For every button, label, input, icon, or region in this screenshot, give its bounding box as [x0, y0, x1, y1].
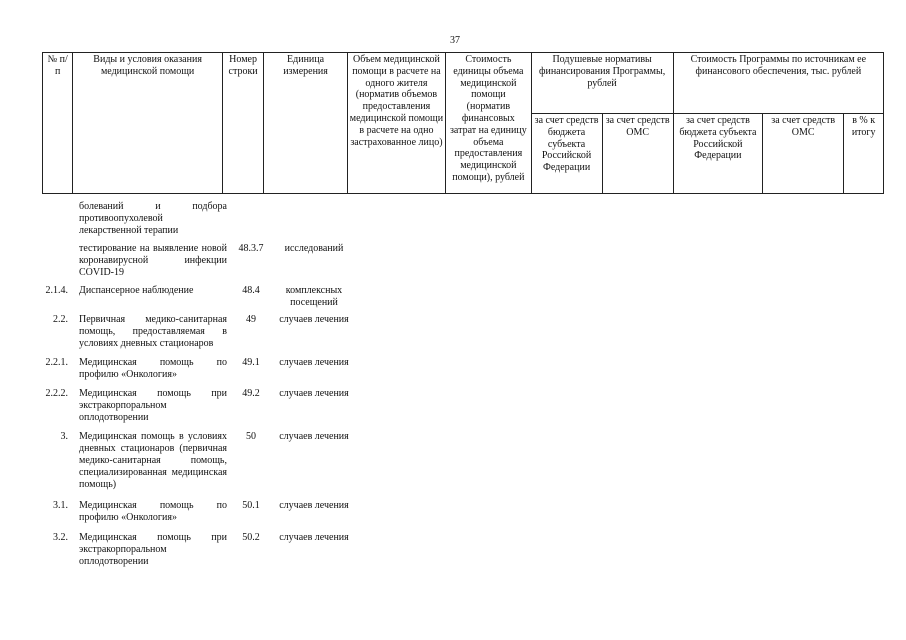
header-prog-budget: за счет средств бюджета субъекта Российской Федерации [673, 114, 762, 194]
header-percap-budget: за счет средств бюджета субъекта Российской Федерации [531, 114, 602, 194]
header-program: Стоимость Программы по источникам ее финансового обеспечения, тыс. рублей [673, 53, 883, 114]
page-number: 37 [450, 35, 460, 46]
header-cost: Стоимость единицы объема медицинской помощи (норматив финансовых затрат на единицу объема предоставления медицинской помощи), рублей [446, 53, 531, 194]
header-percap: Подушевые нормативы финансирования Программы, рублей [531, 53, 673, 114]
header-volume: Объем медицинской помощи в расчете на одного жителя (норматив объемов предоставления медицинской помощи в расчете на одно застрахованное лицо) [347, 53, 446, 194]
header-percap-oms: за счет средств ОМС [602, 114, 673, 194]
header-unit: Единица измерения [264, 53, 347, 194]
header-line: Номер строки [222, 53, 264, 194]
header-kind: Виды и условия оказания медицинской помощи [73, 53, 222, 194]
header-prog-pct: в % к итогу [844, 114, 884, 194]
header-prog-oms: за счет средств ОМС [763, 114, 844, 194]
header-num: № п/п [43, 53, 73, 194]
table-header [42, 52, 884, 201]
